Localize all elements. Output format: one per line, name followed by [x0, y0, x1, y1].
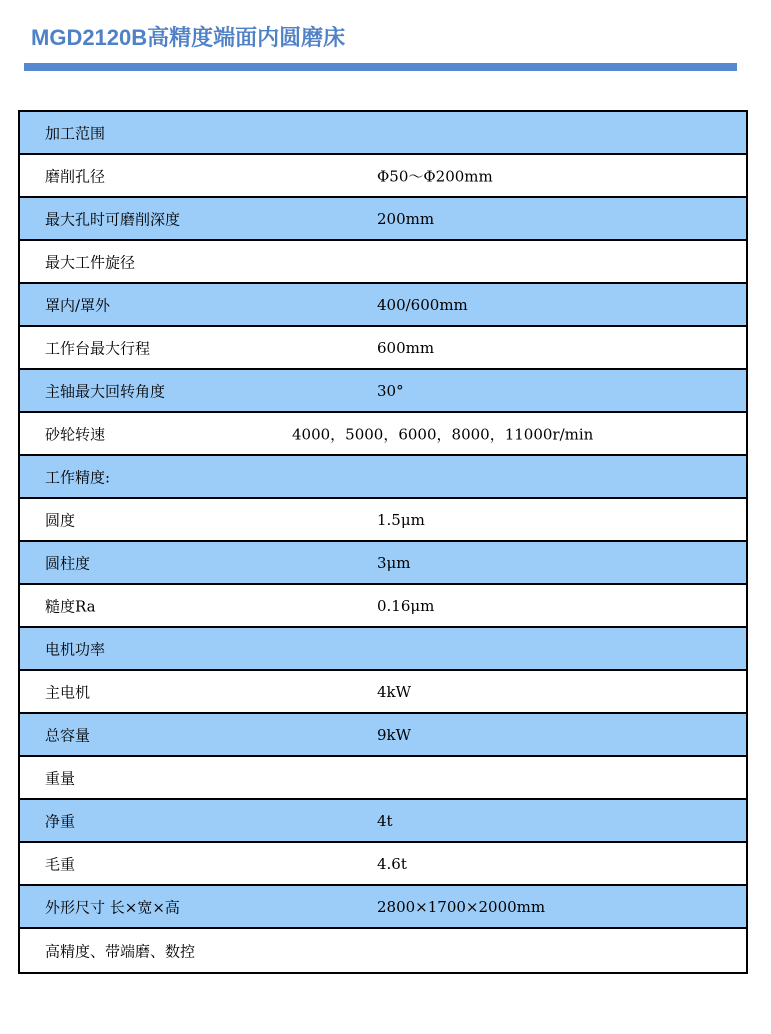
table-row	[20, 757, 746, 800]
spec-value: 4000，5000，6000，8000，11000r/min	[292, 425, 594, 443]
spec-label: 高精度、带端磨、数控	[45, 942, 196, 960]
spec-value: 2800×1700×2000mm	[377, 897, 546, 916]
page-title: MGD2120B高精度端面内圆磨床	[31, 25, 346, 50]
spec-value: 1.5μm	[377, 510, 425, 529]
spec-value: 600mm	[377, 338, 435, 357]
spec-label: 砂轮转速	[45, 425, 106, 443]
table-row	[20, 499, 746, 542]
spec-label: 加工范围	[45, 124, 106, 142]
spec-value: 4kW	[377, 682, 412, 701]
table-row	[20, 628, 746, 671]
table-row	[20, 929, 746, 972]
spec-value: 9kW	[377, 725, 412, 744]
spec-label: 工作台最大行程	[45, 339, 151, 357]
table-row	[20, 413, 746, 456]
title-divider-bar	[24, 63, 737, 71]
table-row	[20, 284, 746, 327]
spec-label: 磨削孔径	[45, 167, 106, 185]
spec-value: 400/600mm	[377, 295, 468, 314]
spec-label: 主轴最大回转角度	[45, 382, 166, 400]
table-row	[20, 155, 746, 198]
table-row	[20, 112, 746, 155]
spec-value: 30°	[377, 381, 404, 400]
spec-label: 工作精度:	[45, 468, 111, 486]
spec-label: 圆柱度	[45, 554, 91, 572]
spec-value: Φ50～Φ200mm	[377, 167, 493, 185]
spec-label: 圆度	[45, 511, 76, 529]
spec-table	[18, 110, 748, 974]
table-row	[20, 456, 746, 499]
table-row	[20, 800, 746, 843]
table-row	[20, 714, 746, 757]
spec-label: 净重	[45, 812, 76, 830]
spec-label: 主电机	[45, 683, 91, 701]
spec-label: 毛重	[45, 855, 76, 873]
spec-label: 总容量	[45, 726, 91, 744]
spec-value: 0.16μm	[377, 596, 435, 615]
table-row	[20, 542, 746, 585]
spec-label: 外形尺寸 长×宽×高	[45, 898, 180, 916]
spec-value: 4t	[377, 811, 393, 830]
table-row	[20, 671, 746, 714]
table-row	[20, 327, 746, 370]
table-row	[20, 241, 746, 284]
spec-value: 3μm	[377, 553, 411, 572]
spec-label: 糙度Ra	[45, 597, 96, 615]
spec-label: 电机功率	[45, 640, 106, 658]
spec-value: 4.6t	[377, 854, 407, 873]
spec-label: 最大孔时可磨削深度	[45, 210, 181, 228]
table-row	[20, 843, 746, 886]
spec-value: 200mm	[377, 209, 435, 228]
table-row	[20, 886, 746, 929]
spec-label: 罩内/罩外	[45, 296, 111, 314]
spec-label: 重量	[45, 769, 76, 787]
table-row	[20, 370, 746, 413]
table-row	[20, 198, 746, 241]
table-row	[20, 585, 746, 628]
spec-label: 最大工件旋径	[45, 253, 136, 271]
